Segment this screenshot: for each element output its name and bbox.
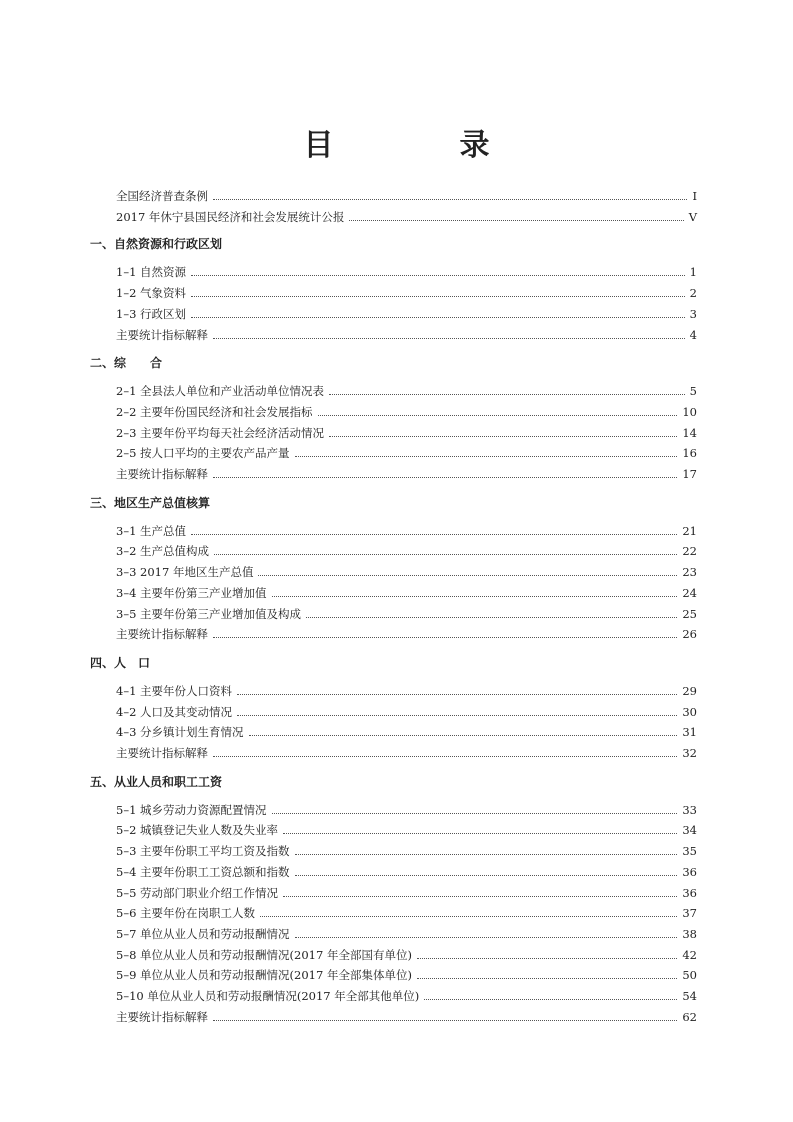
dot-leader (191, 295, 685, 297)
toc-entry-page: V (688, 209, 697, 224)
toc-entry-label: 主要统计指标解释 (116, 1009, 208, 1024)
toc-entry-page: 38 (682, 926, 697, 941)
toc-entry-label: 3–4 主要年份第三产业增加值 (116, 585, 267, 600)
toc-entry[interactable] (0, 605, 793, 625)
toc-entry[interactable] (0, 884, 793, 904)
dot-leader (191, 533, 677, 535)
toc-entry-label: 3–2 生产总值构成 (116, 544, 210, 559)
toc-entry-label: 5–9 单位从业人员和劳动报酬情况(2017 年全部集体单位) (116, 968, 412, 983)
toc-entry[interactable] (0, 842, 793, 862)
toc-entry[interactable] (0, 187, 793, 207)
toc-entry[interactable] (0, 946, 793, 966)
toc-entry[interactable] (0, 821, 793, 841)
toc-entry-label: 1–1 自然资源 (116, 265, 187, 280)
toc-entry-page: 31 (682, 725, 697, 740)
toc-entry[interactable] (0, 542, 793, 562)
toc-entry[interactable] (0, 403, 793, 423)
toc-entry-label: 3–1 生产总值 (116, 523, 187, 538)
toc-entry-page: 22 (682, 544, 697, 559)
toc-entry-page: 25 (682, 606, 697, 621)
toc-entry[interactable] (0, 703, 793, 723)
toc-entry[interactable] (0, 744, 793, 764)
toc-entry-label: 3–3 2017 年地区生产总值 (116, 565, 254, 580)
toc-entry-page: 34 (682, 823, 697, 838)
toc-entry-page: 24 (682, 585, 697, 600)
dot-leader (272, 595, 678, 597)
page-title: 目 录 (303, 128, 538, 163)
toc-entry-page: 29 (682, 683, 697, 698)
dot-leader (213, 476, 677, 478)
dot-leader (237, 714, 677, 716)
dot-leader (213, 198, 687, 200)
section-heading: 四、人 口 (90, 655, 151, 670)
toc-entry[interactable] (0, 966, 793, 986)
toc-entry-label: 5–8 单位从业人员和劳动报酬情况(2017 年全部国有单位) (116, 947, 412, 962)
toc-entry-label: 5–1 城乡劳动力资源配置情况 (116, 802, 267, 817)
dot-leader (249, 734, 678, 736)
dot-leader (306, 616, 677, 618)
toc-entry[interactable] (0, 584, 793, 604)
toc-entry[interactable] (0, 284, 793, 304)
dot-leader (417, 977, 677, 979)
toc-entry-label: 5–2 城镇登记失业人数及失业率 (116, 823, 279, 838)
toc-entry[interactable] (0, 424, 793, 444)
toc-entry-label: 4–2 人口及其变动情况 (116, 704, 233, 719)
toc-entry-label: 5–6 主要年份在岗职工人数 (116, 906, 256, 921)
toc-entry-label: 主要统计指标解释 (116, 327, 208, 342)
toc-entry-page: 1 (689, 265, 697, 280)
toc-entry[interactable] (0, 904, 793, 924)
toc-entry-label: 5–3 主要年份职工平均工资及指数 (116, 844, 290, 859)
toc-entry[interactable] (0, 723, 793, 743)
toc-entry[interactable] (0, 801, 793, 821)
toc-entry-label: 3–5 主要年份第三产业增加值及构成 (116, 606, 302, 621)
toc-entry-page: 21 (682, 523, 697, 538)
toc-entry-page: 35 (682, 844, 697, 859)
toc-entry-page: I (692, 189, 697, 203)
section-heading: 二、综 合 (90, 356, 163, 371)
dot-leader (283, 832, 677, 834)
dot-leader (213, 337, 685, 339)
toc-entry[interactable] (0, 326, 793, 346)
toc-entry-page: 42 (682, 947, 697, 962)
section-heading: 五、从业人员和职工工资 (90, 774, 223, 789)
toc-entry-label: 2–3 主要年份平均每天社会经济活动情况 (116, 425, 325, 440)
toc-entry-label: 5–10 单位从业人员和劳动报酬情况(2017 年全部其他单位) (116, 989, 420, 1003)
toc-entry-label: 全国经济普查条例 (116, 189, 208, 203)
toc-entry-page: 54 (682, 989, 697, 1003)
toc-entry[interactable] (0, 208, 793, 228)
toc-entry[interactable] (0, 863, 793, 883)
toc-entry[interactable] (0, 563, 793, 583)
toc-entry-page: 2 (689, 286, 697, 301)
toc-entry-page: 16 (682, 446, 697, 461)
toc-entry-page: 30 (682, 704, 697, 719)
dot-leader (329, 393, 685, 395)
toc-entry-label: 主要统计指标解释 (116, 467, 208, 481)
toc-entry[interactable] (0, 1008, 793, 1028)
toc-entry-page: 10 (682, 404, 697, 419)
toc-entry-page: 14 (682, 425, 697, 440)
dot-leader (283, 895, 677, 897)
toc-entry-page: 23 (682, 565, 697, 580)
toc-entry-page: 5 (689, 384, 697, 399)
toc-entry-label: 4–3 分乡镇计划生育情况 (116, 725, 244, 740)
toc-entry-label: 5–7 单位从业人员和劳动报酬情况 (116, 926, 290, 941)
toc-entry-label: 主要统计指标解释 (116, 746, 208, 760)
toc-entry-page: 4 (689, 327, 697, 342)
dot-leader (258, 574, 677, 576)
toc-entry-label: 主要统计指标解释 (116, 627, 208, 642)
toc-entry[interactable] (0, 522, 793, 542)
dot-leader (237, 693, 677, 695)
toc-entry-label: 2017 年休宁县国民经济和社会发展统计公报 (116, 209, 345, 224)
dot-leader (191, 316, 685, 318)
toc-entry-page: 3 (689, 306, 697, 321)
toc-entry[interactable] (0, 987, 793, 1007)
toc-entry[interactable] (0, 465, 793, 485)
dot-leader (295, 455, 678, 457)
dot-leader (424, 998, 677, 1000)
dot-leader (213, 755, 677, 757)
toc-entry-label: 1–2 气象资料 (116, 286, 187, 301)
toc-entry[interactable] (0, 625, 793, 645)
toc-entry-label: 5–5 劳动部门职业介绍工作情况 (116, 885, 279, 900)
toc-entry-page: 17 (682, 467, 697, 481)
toc-entry-page: 37 (682, 906, 697, 921)
dot-leader (329, 435, 677, 437)
toc-entry-label: 2–2 主要年份国民经济和社会发展指标 (116, 404, 313, 419)
toc-entry-page: 36 (682, 885, 697, 900)
toc-entry[interactable] (0, 925, 793, 945)
toc-entry-page: 32 (682, 746, 697, 760)
dot-leader (349, 219, 683, 221)
toc-entry-label: 1–3 行政区划 (116, 306, 187, 321)
dot-leader (417, 957, 677, 959)
toc-entry-page: 50 (682, 968, 697, 983)
toc-entry-label: 5–4 主要年份职工工资总额和指数 (116, 864, 290, 879)
toc-entry-page: 62 (682, 1009, 697, 1024)
toc-entry-label: 2–5 按人口平均的主要农产品产量 (116, 446, 290, 461)
toc-entry-page: 26 (682, 627, 697, 642)
dot-leader (295, 853, 678, 855)
toc-entry[interactable] (0, 382, 793, 402)
dot-leader (295, 936, 678, 938)
dot-leader (295, 874, 678, 876)
toc-entry[interactable] (0, 305, 793, 325)
toc-entry[interactable] (0, 444, 793, 464)
dot-leader (214, 553, 677, 555)
dot-leader (213, 1019, 677, 1021)
dot-leader (191, 274, 685, 276)
dot-leader (260, 915, 677, 917)
toc-entry-label: 2–1 全县法人单位和产业活动单位情况表 (116, 384, 325, 399)
toc-entry[interactable] (0, 682, 793, 702)
toc-entry-label: 4–1 主要年份人口资料 (116, 683, 233, 698)
dot-leader (213, 636, 677, 638)
dot-leader (272, 812, 678, 814)
toc-entry-page: 36 (682, 864, 697, 879)
toc-entry[interactable] (0, 263, 793, 283)
section-heading: 三、地区生产总值核算 (90, 495, 211, 510)
dot-leader (318, 414, 678, 416)
toc-entry-page: 33 (682, 802, 697, 817)
section-heading: 一、自然资源和行政区划 (90, 237, 223, 252)
